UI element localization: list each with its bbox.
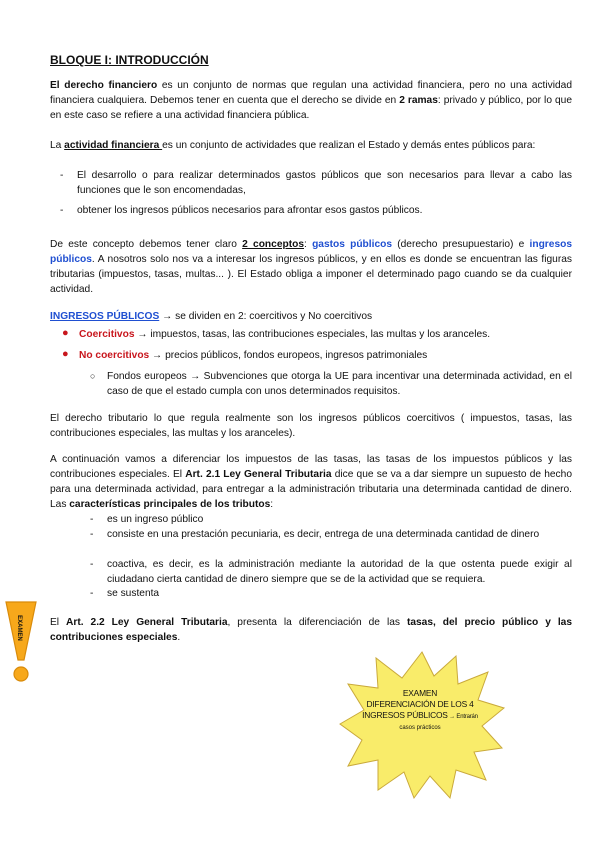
no-coercitivos-text: → precios públicos, fondos europeos, ingresos patrimoniales (149, 350, 428, 361)
paragraph-art-2-2 (50, 615, 572, 645)
list-item-no-coercitivos (62, 348, 572, 363)
starburst-line3: INGRESOS PÚBLICOS (362, 710, 448, 720)
list-item-text: obtener los ingresos públicos necesarios para afrontar esos gastos públicos. (77, 205, 423, 216)
p6-mid: , presenta la diferenciación de las (227, 617, 407, 628)
p3-colon: : (304, 239, 313, 250)
list-item (90, 586, 572, 601)
p5-text1: A continuación vamos a diferenciar los impuestos de las tasas, las tasas de los impuestos públicos y las contribuciones especiales. El (50, 454, 572, 480)
paragraph-art-2-1 (50, 452, 572, 512)
term-2-conceptos: 2 conceptos (242, 239, 304, 250)
coercitivos-text: → impuestos, tasas, las contribuciones especiales, las multas y los aranceles. (134, 329, 491, 340)
art-2-1-reference: Art. 2.1 Ley General Tributaria (185, 469, 332, 480)
caracteristicas-term: características principales de los tributos (69, 499, 271, 510)
starburst-line2: DIFERENCIACIÓN DE LOS 4 (366, 699, 474, 709)
p6-lead: El (50, 617, 67, 628)
list-item (90, 557, 572, 587)
page-title: BLOQUE I: INTRODUCCIÓN (50, 53, 209, 67)
p5-text2: dice que se va a dar siempre un supuesto de hecho para una determinada actividad, para entregar a la administración tributaria una determinada cantidad de dinero. Las (50, 469, 572, 510)
bullet-icon: ● (62, 348, 69, 360)
exam-sign-label: EXAMEN (16, 615, 22, 641)
paragraph-derecho-financiero (50, 78, 572, 123)
list-item-text: es un ingreso público (107, 514, 204, 525)
paragraph-actividad-financiera (50, 138, 572, 153)
exam-exclamation-icon (4, 600, 38, 686)
circle-bullet-icon: ○ (90, 371, 96, 381)
p2-lead: La (50, 140, 65, 151)
p1-text1: es un conjunto de normas que regulan una actividad financiera, pero no una actividad financiera cualquiera. Debemos tener en cuenta que el derecho se divide en (50, 80, 572, 106)
p5-colon: : (270, 499, 274, 510)
p2-text: es un conjunto de actividades que realizan el Estado y demás entes públicos para: (162, 140, 536, 151)
term-ingresos-publicos: ingresos públicos (50, 239, 572, 265)
list-item-text: consiste en una prestación pecuniaria, es decir, entrega de una determinada cantidad de dinero (107, 529, 540, 540)
term-derecho-financiero: El derecho financiero (50, 80, 158, 91)
dash-marker: - (90, 559, 94, 570)
p1-bold-ramas: 2 ramas (399, 95, 438, 106)
ingresos-heading-rest: → se dividen en 2: coercitivos y No coercitivos (159, 311, 373, 322)
ingresos-heading-line (50, 309, 572, 324)
p3-mid: (derecho presupuestario) e (392, 239, 530, 250)
list-item (60, 168, 572, 198)
paragraph-derecho-tributario: El derecho tributario lo que regula realmente son los ingresos públicos coercitivos ( impuestos, tasas, las contribuciones especiales, las multas y los aranceles). (50, 413, 572, 439)
dash-marker: - (60, 170, 64, 181)
starburst-line1: EXAMEN (402, 688, 438, 698)
starburst-line3-small: → Entrarán (447, 714, 478, 720)
term-actividad-financiera: actividad financiera (64, 140, 163, 151)
coercitivos-label: Coercitivos (79, 329, 135, 340)
art-2-2-reference: Art. 2.2 Ley General Tributaria (66, 617, 228, 628)
list-item-text: El desarrollo o para realizar determinados gastos públicos que son necesarios para llevar a cabo las funciones que le son encomendadas, (77, 170, 572, 196)
fondos-europeos-text: Fondos europeos → Subvenciones que otorga la UE para incentivar una determinada actividad, en el caso de que el estado cumpla con unos determinados requisitos. (107, 371, 572, 397)
list-item-text: coactiva, es decir, es la administración mediante la autoridad de la que ostenta puede exigir al ciudadano cierta cantidad de dinero siempre que se de la actividad que se requiera. (107, 559, 572, 585)
dash-marker: - (90, 529, 94, 540)
dash-marker: - (90, 588, 94, 599)
list-item (60, 203, 572, 218)
no-coercitivos-label: No coercitivos (79, 350, 150, 361)
p3-rest: . A nosotros solo nos va a interesar los ingresos públicos, y en ellos es donde se encuentran las figuras tributarias (impuestos, tasas, multas... ). El Estado obliga a imponer el determinado pago cuando se da cualquier actividad. (50, 254, 572, 295)
list-item (90, 527, 572, 542)
term-gastos-publicos: gastos públicos (312, 239, 392, 250)
dash-marker: - (60, 205, 64, 216)
dash-marker: - (90, 514, 94, 525)
paragraph-conceptos (50, 237, 572, 297)
starburst-line4: casos prácticos (399, 725, 441, 731)
starburst-text (350, 688, 490, 734)
sub-list-item-fondos-europeos (90, 369, 572, 399)
list-item (90, 512, 572, 527)
list-item-text: se sustenta (107, 588, 160, 599)
ingresos-publicos-heading: INGRESOS PÚBLICOS (50, 311, 160, 322)
p1-text2: : privado y público, por lo que en este caso se refiere a una actividad financiera pública. (50, 95, 572, 121)
p6-bold-rest: tasas, del precio público y las contribuciones especiales (50, 617, 572, 643)
p3-lead: De este concepto debemos tener claro (50, 239, 243, 250)
bullet-icon: ● (62, 327, 69, 339)
p6-end: . (177, 632, 181, 643)
list-item-coercitivos (62, 327, 572, 342)
